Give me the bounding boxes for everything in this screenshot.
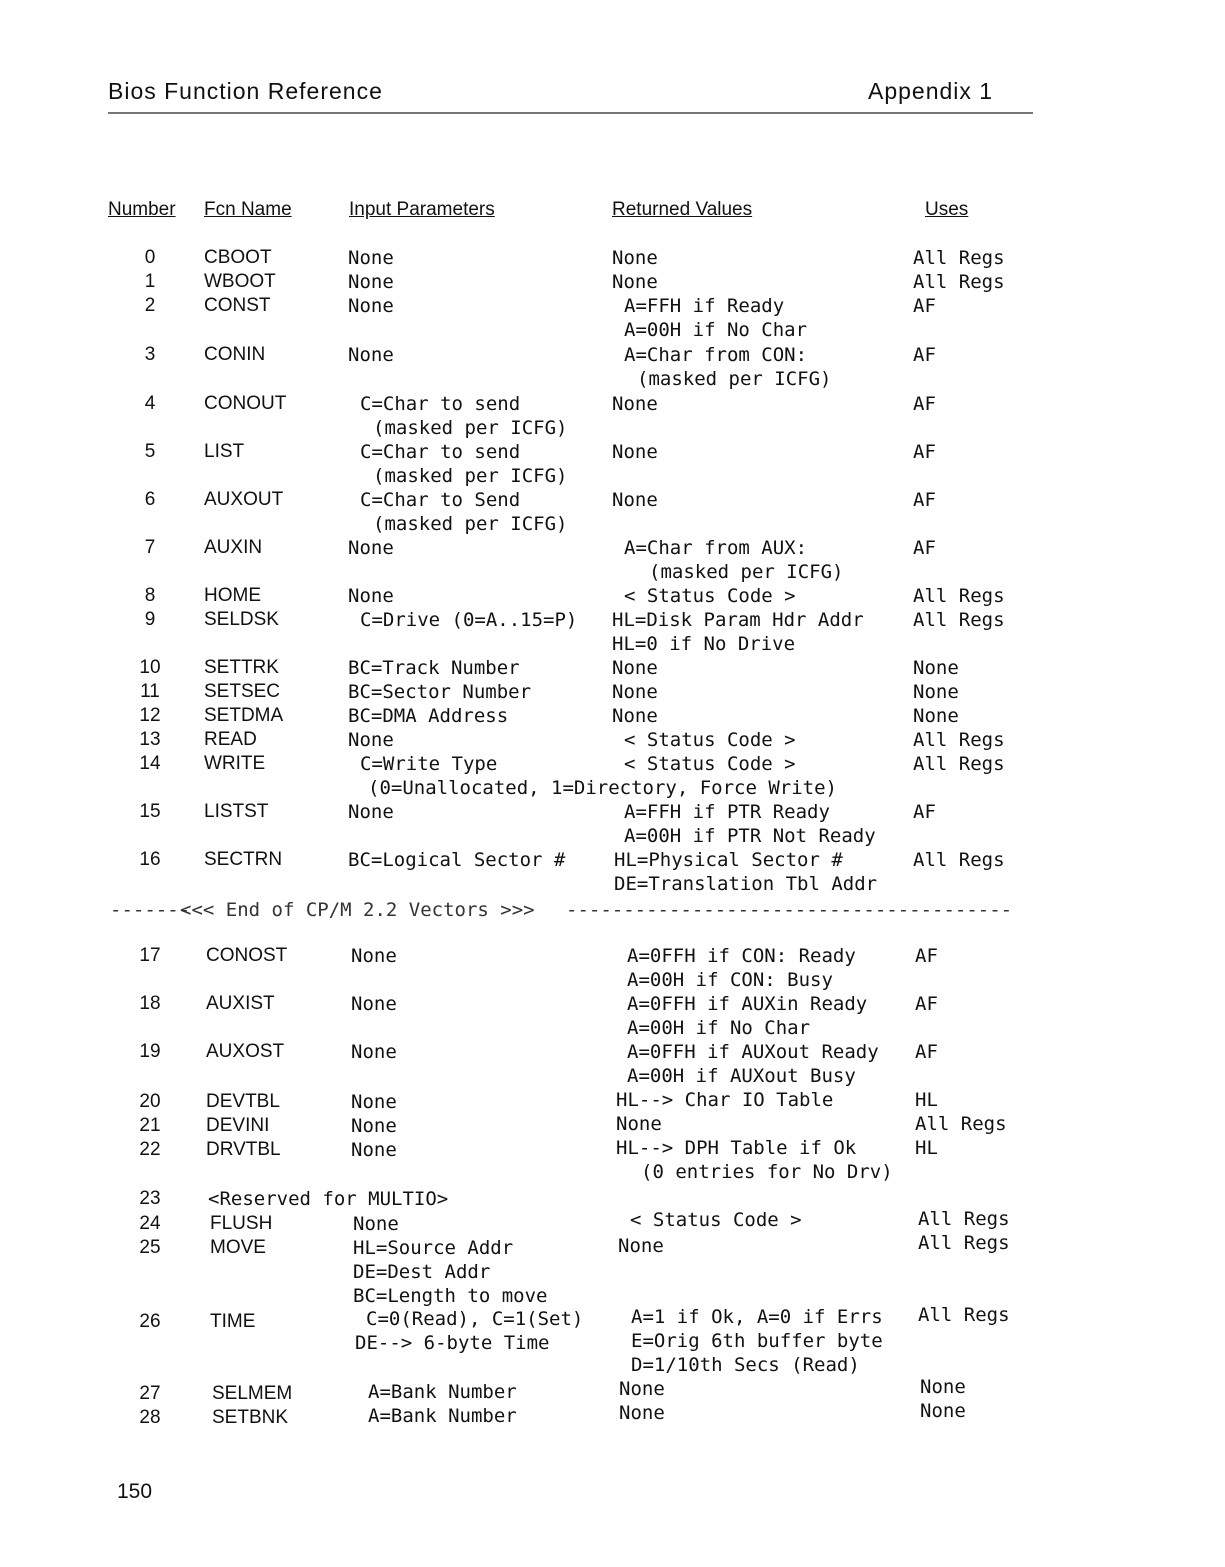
- row-input: None: [348, 585, 394, 607]
- row-uses: None: [920, 1376, 966, 1398]
- row-number: 7: [144, 537, 156, 558]
- row-returned: A=Char from CON:: [624, 344, 808, 366]
- row-reserved-note: <Reserved for MULTIO>: [208, 1188, 449, 1210]
- row-input: None: [348, 801, 394, 823]
- row-fcn-name: WBOOT: [204, 271, 276, 292]
- row-input: A=Bank Number: [368, 1381, 517, 1403]
- row-returned: A=00H if No Char: [624, 319, 808, 341]
- row-returned: A=0FFH if AUXin Ready: [627, 993, 868, 1015]
- row-returned: E=Orig 6th buffer byte: [631, 1330, 883, 1352]
- row-fcn-name: HOME: [204, 585, 261, 606]
- row-input: HL=Source Addr: [353, 1237, 514, 1259]
- row-number: 11: [140, 681, 160, 702]
- row-returned: None: [612, 705, 658, 727]
- row-fcn-name: AUXIN: [204, 537, 263, 558]
- row-uses: All Regs: [915, 1113, 1007, 1135]
- row-fcn-name: SELDSK: [204, 609, 279, 630]
- row-input: None: [348, 295, 394, 317]
- row-returned: None: [618, 1235, 664, 1257]
- row-uses: All Regs: [918, 1208, 1010, 1230]
- row-fcn-name: SETTRK: [204, 657, 279, 678]
- row-input: C=Char to send: [360, 441, 521, 463]
- row-input: BC=Track Number: [348, 657, 520, 679]
- row-uses: AF: [915, 945, 938, 967]
- row-input: C=Write Type: [360, 753, 498, 775]
- row-input: DE--> 6-byte Time: [355, 1332, 550, 1354]
- row-uses: HL: [915, 1137, 938, 1159]
- row-uses: HL: [915, 1089, 938, 1111]
- row-fcn-name: SETSEC: [204, 681, 281, 702]
- row-number: 20: [139, 1091, 161, 1112]
- row-number: 26: [139, 1311, 161, 1332]
- row-uses: All Regs: [918, 1232, 1010, 1254]
- row-number: 16: [139, 849, 161, 870]
- row-input: C=Char to send: [360, 393, 521, 415]
- header-rule: [108, 112, 1033, 114]
- row-returned: A=0FFH if CON: Ready: [627, 945, 856, 967]
- row-uses: None: [920, 1400, 966, 1422]
- row-input: (masked per ICFG): [373, 513, 568, 535]
- row-input: None: [353, 1213, 399, 1235]
- row-fcn-name: AUXOUT: [204, 489, 284, 510]
- row-number: 17: [139, 945, 161, 966]
- row-input: C=0(Read), C=1(Set): [366, 1308, 584, 1330]
- row-number: 23: [139, 1188, 161, 1209]
- row-uses: AF: [913, 344, 936, 366]
- row-uses: None: [913, 705, 959, 727]
- row-returned: < Status Code >: [624, 753, 796, 775]
- row-number: 5: [144, 441, 156, 462]
- row-returned: None: [616, 1113, 662, 1135]
- row-uses: All Regs: [913, 753, 1005, 775]
- row-returned: (masked per ICFG): [649, 561, 844, 583]
- row-uses: AF: [913, 295, 936, 317]
- row-returned: None: [612, 441, 658, 463]
- row-fcn-name: CONOST: [206, 945, 288, 966]
- row-uses: AF: [913, 801, 936, 823]
- row-uses: None: [913, 657, 959, 679]
- row-returned: HL=Physical Sector #: [614, 849, 843, 871]
- column-header-input-parameters: Input Parameters: [349, 199, 495, 220]
- separator-rule-right: ---------------------------------------: [566, 899, 1013, 921]
- row-number: 12: [139, 705, 161, 726]
- row-uses: All Regs: [918, 1304, 1010, 1326]
- row-number: 21: [139, 1115, 161, 1136]
- row-fcn-name: LIST: [204, 441, 245, 462]
- row-input: C=Char to Send: [360, 489, 521, 511]
- row-uses: All Regs: [913, 247, 1005, 269]
- row-number: 15: [139, 801, 161, 822]
- row-fcn-name: CONOUT: [204, 393, 287, 414]
- row-fcn-name: DEVTBL: [206, 1091, 280, 1112]
- page-number: 150: [117, 1480, 153, 1503]
- row-number: 10: [139, 657, 161, 678]
- row-number: 28: [139, 1407, 161, 1428]
- row-uses: None: [913, 681, 959, 703]
- row-returned: A=00H if No Char: [627, 1017, 811, 1039]
- page-header-left: Bios Function Reference: [108, 78, 383, 104]
- row-number: 13: [139, 729, 161, 750]
- row-fcn-name: SELMEM: [212, 1383, 293, 1404]
- row-returned: None: [612, 657, 658, 679]
- column-header-number: Number: [108, 199, 176, 220]
- row-input: None: [351, 1041, 397, 1063]
- row-uses: All Regs: [913, 849, 1005, 871]
- row-number: 25: [139, 1237, 161, 1258]
- row-uses: AF: [915, 1041, 938, 1063]
- row-uses: All Regs: [913, 609, 1005, 631]
- row-returned: HL--> Char IO Table: [616, 1089, 834, 1111]
- row-fcn-name: SETDMA: [204, 705, 284, 726]
- row-uses: All Regs: [913, 271, 1005, 293]
- row-uses: AF: [913, 489, 936, 511]
- row-fcn-name: DRVTBL: [206, 1139, 281, 1160]
- row-number: 6: [144, 489, 156, 510]
- row-fcn-name: SETBNK: [212, 1407, 289, 1428]
- row-input: BC=Sector Number: [348, 681, 532, 703]
- row-input: None: [351, 1115, 397, 1137]
- row-number: 3: [144, 344, 156, 365]
- row-returned: A=00H if CON: Busy: [627, 969, 833, 991]
- row-input: BC=DMA Address: [348, 705, 509, 727]
- row-input: None: [351, 1139, 397, 1161]
- column-header-uses: Uses: [925, 199, 969, 220]
- row-number: 24: [139, 1213, 161, 1234]
- page-header-right: Appendix 1: [868, 78, 994, 104]
- row-input: (0=Unallocated, 1=Directory, Force Write): [368, 777, 837, 799]
- column-header-returned-values: Returned Values: [612, 199, 753, 220]
- row-fcn-name: DEVINI: [206, 1115, 270, 1136]
- row-fcn-name: FLUSH: [210, 1213, 273, 1234]
- row-input: A=Bank Number: [368, 1405, 517, 1427]
- row-number: 8: [144, 585, 156, 606]
- row-uses: AF: [913, 393, 936, 415]
- row-number: 9: [144, 609, 156, 630]
- row-input: None: [351, 1091, 397, 1113]
- row-returned: A=00H if PTR Not Ready: [624, 825, 876, 847]
- row-fcn-name: WRITE: [204, 753, 266, 774]
- row-input: None: [348, 271, 394, 293]
- separator-rule-left: -------: [110, 899, 191, 921]
- row-returned: None: [612, 271, 658, 293]
- row-uses: AF: [915, 993, 938, 1015]
- row-input: C=Drive (0=A..15=P): [360, 609, 578, 631]
- row-returned: D=1/10th Secs (Read): [631, 1354, 860, 1376]
- row-uses: All Regs: [913, 585, 1005, 607]
- row-returned: DE=Translation Tbl Addr: [614, 873, 878, 895]
- row-number: 4: [144, 393, 156, 414]
- row-input: None: [348, 344, 394, 366]
- row-number: 18: [139, 993, 161, 1014]
- row-fcn-name: MOVE: [210, 1237, 266, 1258]
- row-number: 22: [139, 1139, 161, 1160]
- row-returned: None: [612, 681, 658, 703]
- row-returned: A=FFH if PTR Ready: [624, 801, 830, 823]
- row-number: 2: [144, 295, 156, 316]
- row-fcn-name: AUXOST: [206, 1041, 285, 1062]
- row-fcn-name: TIME: [210, 1311, 256, 1332]
- row-input: (masked per ICFG): [373, 417, 568, 439]
- row-input: None: [351, 993, 397, 1015]
- row-number: 14: [139, 753, 161, 774]
- row-returned: HL--> DPH Table if Ok: [616, 1137, 857, 1159]
- row-returned: A=1 if Ok, A=0 if Errs: [631, 1306, 883, 1328]
- row-returned: < Status Code >: [630, 1209, 802, 1231]
- row-uses: AF: [913, 441, 936, 463]
- row-returned: A=Char from AUX:: [624, 537, 808, 559]
- row-input: None: [351, 945, 397, 967]
- row-input: BC=Logical Sector #: [348, 849, 566, 871]
- row-uses: All Regs: [913, 729, 1005, 751]
- row-returned: None: [619, 1378, 665, 1400]
- row-returned: A=00H if AUXout Busy: [627, 1065, 856, 1087]
- row-fcn-name: LISTST: [204, 801, 269, 822]
- row-returned: HL=0 if No Drive: [612, 633, 796, 655]
- row-returned: A=FFH if Ready: [624, 295, 785, 317]
- row-fcn-name: AUXIST: [206, 993, 275, 1014]
- row-returned: (0 entries for No Drv): [641, 1161, 893, 1183]
- row-returned: None: [612, 489, 658, 511]
- row-input: (masked per ICFG): [373, 465, 568, 487]
- column-header-fcn-name: Fcn Name: [204, 199, 292, 220]
- row-input: None: [348, 537, 394, 559]
- row-input: None: [348, 729, 394, 751]
- row-fcn-name: SECTRN: [204, 849, 283, 870]
- row-number: 1: [144, 271, 156, 292]
- row-number: 0: [144, 247, 156, 268]
- row-fcn-name: CBOOT: [204, 247, 272, 268]
- row-returned: None: [612, 247, 658, 269]
- row-returned: A=0FFH if AUXout Ready: [627, 1041, 879, 1063]
- row-input: BC=Length to move: [353, 1285, 548, 1307]
- row-number: 19: [139, 1041, 161, 1062]
- row-input: DE=Dest Addr: [353, 1261, 491, 1283]
- row-fcn-name: READ: [204, 729, 257, 750]
- separator-label: <<< End of CP/M 2.2 Vectors >>>: [180, 899, 535, 921]
- row-input: None: [348, 247, 394, 269]
- row-returned: (masked per ICFG): [637, 368, 832, 390]
- row-returned: HL=Disk Param Hdr Addr: [612, 609, 864, 631]
- row-returned: < Status Code >: [624, 585, 796, 607]
- row-returned: None: [612, 393, 658, 415]
- row-fcn-name: CONST: [204, 295, 271, 316]
- row-returned: None: [619, 1402, 665, 1424]
- row-returned: < Status Code >: [624, 729, 796, 751]
- row-fcn-name: CONIN: [204, 344, 266, 365]
- row-uses: AF: [913, 537, 936, 559]
- row-number: 27: [139, 1383, 161, 1404]
